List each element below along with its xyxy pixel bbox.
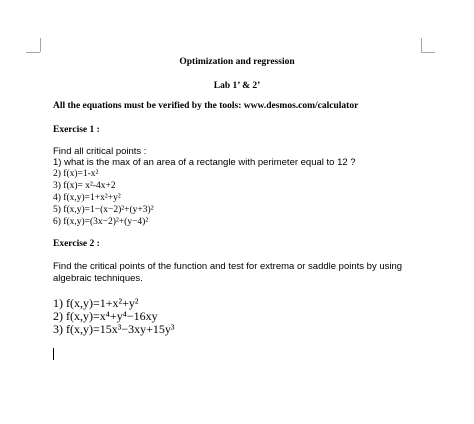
exercise1-item: 3) f(x)= x²-4x+2: [53, 181, 116, 191]
exercise1-intro: Find all critical points :: [53, 146, 147, 157]
crop-mark-top-left-vertical: [40, 38, 41, 52]
text-cursor[interactable]: [53, 348, 54, 360]
exercise2-intro-line1: Find the critical points of the function and test for extrema or saddle points by using: [53, 261, 403, 272]
crop-mark-top-left-horizontal: [26, 52, 40, 53]
exercise2-item: 2) f(x,y)=x⁴+y⁴−16xy: [53, 309, 158, 323]
exercise1-item: 2) f(x)=1-x²: [53, 169, 99, 179]
exercise1-item: 1) what is the max of an area of a rectangle with perimeter equal to 12 ?: [53, 157, 356, 168]
exercise1-item: 6) f(x,y)=(3x−2)²+(y−4)²: [53, 217, 149, 227]
crop-mark-top-right-horizontal: [421, 52, 435, 53]
exercise1-item: 4) f(x,y)=1+x²+y²: [53, 193, 121, 203]
verify-note: All the equations must be verified by the tools: www.desmos.com/calculator: [53, 101, 359, 111]
exercise1-item: 5) f(x,y)=1−(x−2)²+(y+3)²: [53, 205, 154, 215]
exercise2-item: 1) f(x,y)=1+x²+y²: [53, 296, 139, 310]
exercise2-intro-line2: algebraic techniques.: [53, 273, 143, 284]
exercise2-item: 3) f(x,y)=15x³−3xy+15y³: [53, 322, 175, 336]
exercise1-heading: Exercise 1 :: [53, 125, 100, 135]
crop-mark-top-right-vertical: [421, 38, 422, 52]
exercise2-heading: Exercise 2 :: [53, 239, 100, 249]
document-title: Optimization and regression: [179, 57, 295, 67]
document-subtitle: Lab 1’ & 2’: [213, 81, 261, 91]
